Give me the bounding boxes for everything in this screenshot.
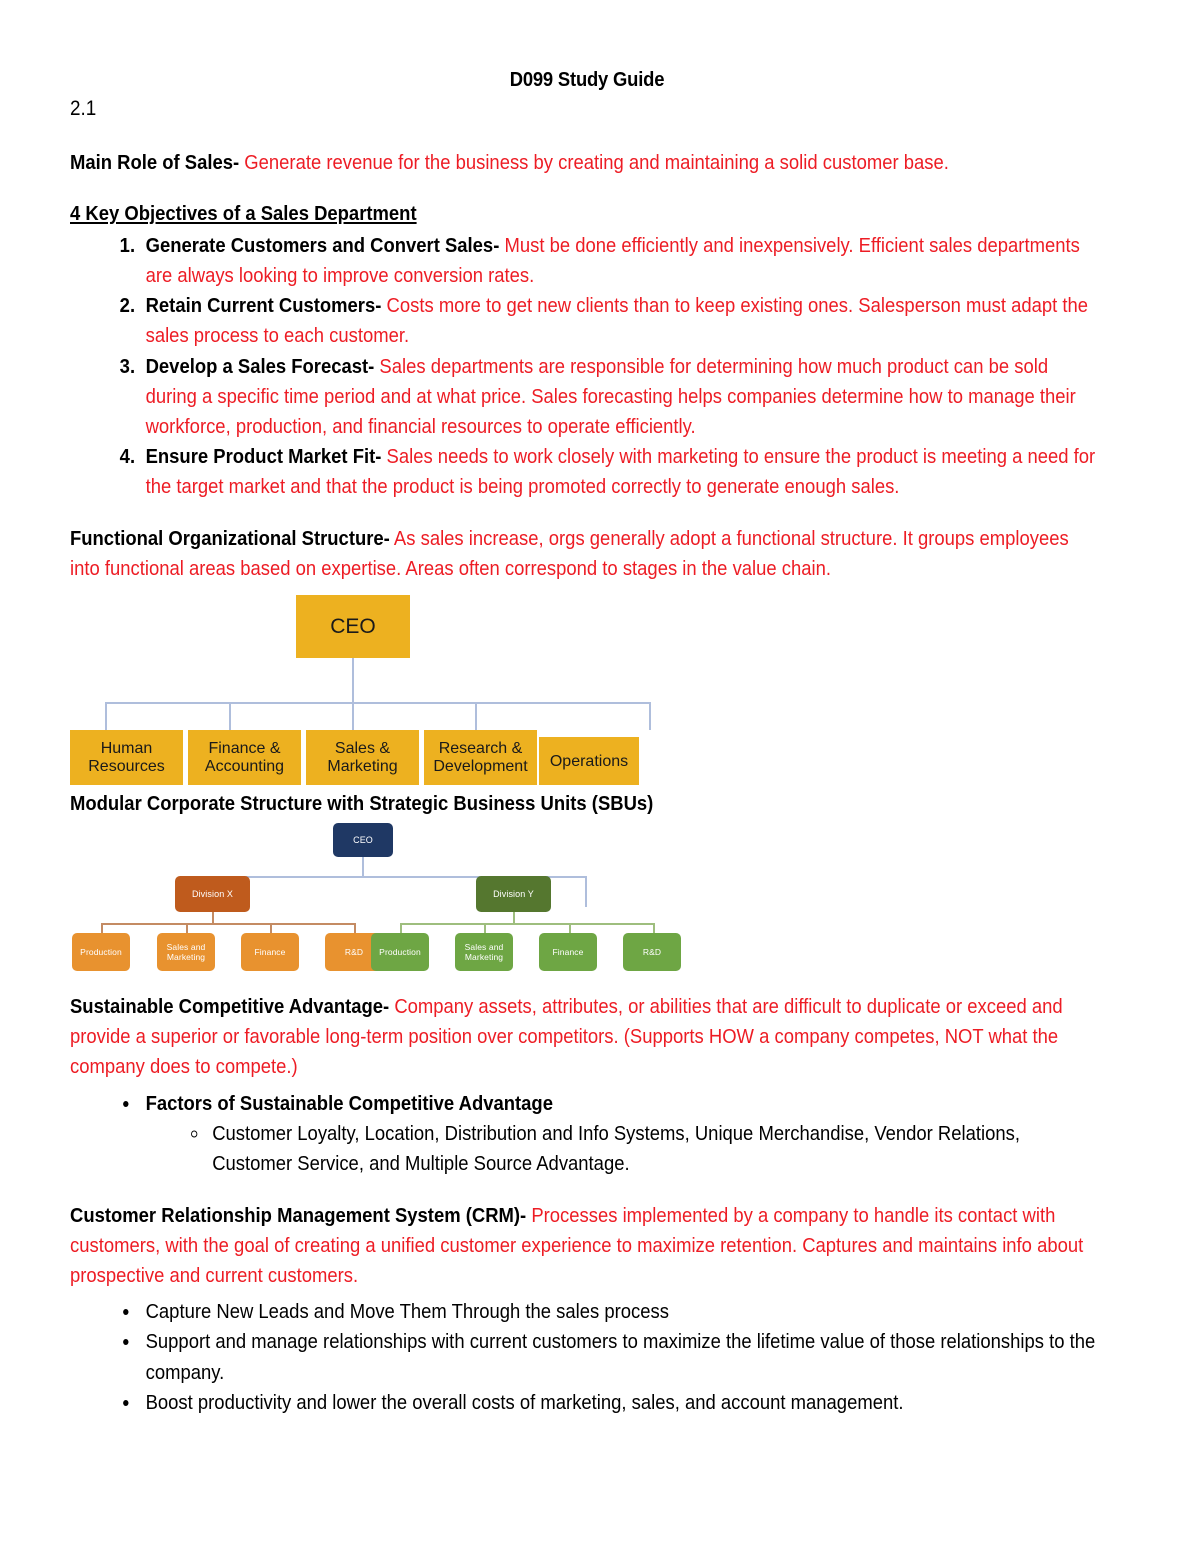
org-node-human-resources <box>70 730 183 785</box>
document-header: D099 Study Guide <box>509 69 665 91</box>
functional-org-chart <box>70 590 1104 780</box>
main-role-term: Main Role of Sales- <box>70 151 240 175</box>
list-item <box>140 1388 1103 1418</box>
org-node-label: Operations <box>549 752 629 770</box>
objective-term: Generate Customers and Convert Sales- <box>145 234 500 258</box>
list-item <box>140 231 1103 291</box>
sbu-node-label: Sales and Marketing <box>464 942 504 963</box>
modular-structure-heading: Modular Corporate Structure with Strategic Business Units (SBUs) <box>70 792 654 816</box>
sbu-leaf-divx-finance <box>241 933 299 971</box>
sbu-node-label: Finance <box>552 947 584 958</box>
sbu-node-ceo <box>333 823 393 857</box>
sbu-connector-drop-divy <box>585 876 587 907</box>
crm-paragraph <box>70 1201 1103 1291</box>
sbu-node-label: Production <box>80 947 122 958</box>
sbu-node-label: R&D <box>344 947 364 958</box>
crm-bullet-text: Support and manage relationships with current customers to maximize the lifetime value of those relationships to the company. <box>145 1330 1096 1384</box>
factors-detail: Customer Loyalty, Location, Distribution and Info Systems, Unique Merchandise, Vendor Relations, Customer Service, and Multiple Source Advantage. <box>212 1121 1020 1175</box>
objectives-list <box>70 231 1103 502</box>
sbu-node-label: R&D <box>642 947 662 958</box>
objective-definition: Sales departments are responsible for determining how much product can be sold during a specific time period and at what price. Sales forecasting helps companies determine how to manage their workforce, production, and financial resources to operate efficiently. <box>145 354 1076 438</box>
main-role-definition: Generate revenue for the business by creating and maintaining a solid customer base. <box>239 151 949 175</box>
list-item <box>140 1327 1103 1387</box>
objective-definition: Costs more to get new clients than to keep existing ones. Salesperson must adapt the sales process to each customer. <box>145 294 1089 348</box>
connector-vertical-ceo <box>352 658 354 703</box>
crm-definition: Processes implemented by a company to handle its contact with customers, with the goal of creating a unified customer experience to maximize retention. Captures and maintains info about prospective and current customers. <box>70 1203 1084 1288</box>
sbu-node-label: Division Y <box>493 888 534 899</box>
org-node-label: Sales & Marketing <box>327 740 398 775</box>
sbu-node-label: Division X <box>191 888 233 899</box>
org-node-label: Finance & Accounting <box>204 740 285 775</box>
sbu-leaf-divy-production <box>371 933 429 971</box>
sbu-connector-divx-bus <box>101 923 355 925</box>
org-node-ceo <box>296 595 410 658</box>
factors-heading: Factors of Sustainable Competitive Advantage <box>145 1091 553 1115</box>
crm-bullet-text: Boost productivity and lower the overall costs of marketing, sales, and account management. <box>145 1390 904 1414</box>
list-item <box>140 1089 1103 1179</box>
connector-drop-2 <box>229 702 231 730</box>
connector-horizontal-bus <box>105 702 650 704</box>
sbu-connector-ceo-drop <box>362 857 364 877</box>
document-content <box>70 68 1104 1418</box>
crm-term: Customer Relationship Management System (CRM)- <box>70 1203 527 1227</box>
list-item <box>140 442 1103 502</box>
functional-structure-definition: As sales increase, orgs generally adopt a functional structure. It groups employees into functional areas based on expertise. Areas often correspond to stages in the value chain. <box>70 527 1069 581</box>
sbu-leaf-divy-finance <box>539 933 597 971</box>
org-node-research-development <box>424 730 537 785</box>
sustainable-advantage-term: Sustainable Competitive Advantage- <box>70 995 390 1019</box>
connector-drop-5 <box>649 702 651 730</box>
list-item <box>140 1297 1103 1327</box>
list-item <box>140 291 1103 351</box>
functional-structure-paragraph <box>70 524 1103 584</box>
objectives-heading: 4 Key Objectives of a Sales Department <box>70 202 417 226</box>
org-node-label: CEO <box>330 615 376 639</box>
sbu-node-division-x <box>175 876 250 912</box>
sbu-connector-divy-bus <box>400 923 654 925</box>
sustainable-advantage-paragraph <box>70 992 1103 1082</box>
sbu-org-chart <box>70 823 1104 978</box>
org-node-finance-accounting <box>188 730 301 785</box>
sbu-node-label: CEO <box>353 834 373 845</box>
list-item <box>209 1119 1103 1179</box>
section-number: 2.1 <box>70 97 97 120</box>
crm-bullet-list <box>70 1297 1103 1418</box>
sbu-node-division-y <box>476 876 551 912</box>
org-node-sales-marketing <box>306 730 419 785</box>
objective-definition: Sales needs to work closely with marketing to ensure the product is meeting a need for the target market and that the product is being promoted correctly to generate enough sales. <box>145 444 1096 499</box>
org-node-operations <box>539 737 639 785</box>
list-item <box>140 352 1103 442</box>
sbu-node-label: Finance <box>254 947 286 958</box>
sbu-node-label: Sales and Marketing <box>166 942 206 963</box>
sbu-leaf-divy-rd <box>623 933 681 971</box>
functional-structure-term: Functional Organizational Structure- <box>70 527 390 551</box>
sbu-leaf-divy-sales-marketing <box>455 933 513 971</box>
connector-drop-4 <box>475 702 477 730</box>
objective-definition: Must be done efficiently and inexpensively. Efficient sales departments are always looking to improve conversion rates. <box>145 234 1080 288</box>
connector-drop-3 <box>352 702 354 730</box>
crm-bullet-text: Capture New Leads and Move Them Through the sales process <box>145 1300 669 1324</box>
sbu-node-label: Production <box>379 947 421 958</box>
connector-drop-1 <box>105 702 107 730</box>
sbu-leaf-divx-production <box>72 933 130 971</box>
main-role-paragraph <box>70 148 1103 178</box>
sustainable-advantage-factors-list <box>70 1089 1103 1179</box>
org-node-label: Research & Development <box>433 740 528 775</box>
sustainable-advantage-definition: Company assets, attributes, or abilities that are difficult to duplicate or exceed and provide a superior or favorable long-term position over competitors. (Supports HOW a company competes, NOT what the company does to compete.) <box>70 995 1063 1079</box>
objective-term: Develop a Sales Forecast- <box>145 354 375 378</box>
factors-detail-list <box>146 1119 1103 1179</box>
objective-term: Retain Current Customers- <box>145 294 382 318</box>
sbu-leaf-divx-sales-marketing <box>157 933 215 971</box>
objective-term: Ensure Product Market Fit- <box>145 444 382 468</box>
org-node-label: Human Resources <box>88 740 165 775</box>
